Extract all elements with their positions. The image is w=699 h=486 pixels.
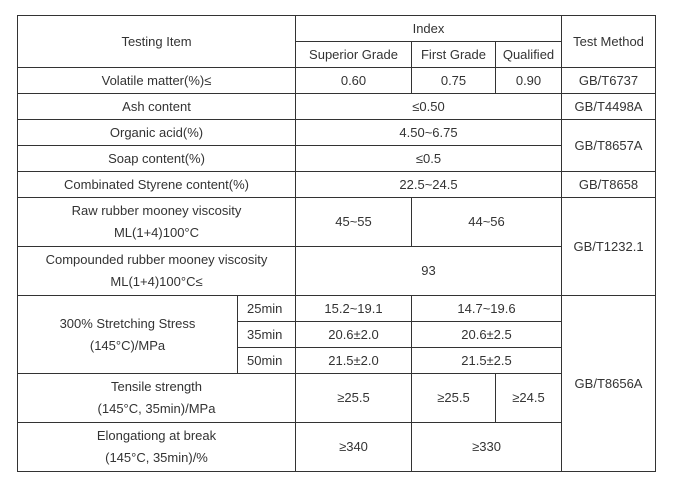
header-index: Index bbox=[296, 16, 562, 42]
organic-acid-item: Organic acid(%) bbox=[18, 120, 296, 146]
stretching-superior: 21.5±2.0 bbox=[296, 348, 412, 374]
raw-mooney-superior: 45~55 bbox=[296, 198, 412, 247]
styrene-value: 22.5~24.5 bbox=[296, 172, 562, 198]
elongation-superior: ≥340 bbox=[296, 423, 412, 472]
specification-table bbox=[17, 15, 656, 472]
tensile-item bbox=[18, 374, 296, 423]
styrene-item: Combinated Styrene content(%) bbox=[18, 172, 296, 198]
organic-acid-value: 4.50~6.75 bbox=[296, 120, 562, 146]
stretching-first: 20.6±2.5 bbox=[412, 322, 562, 348]
mooney-method: GB/T1232.1 bbox=[562, 198, 656, 296]
header-row bbox=[18, 16, 656, 42]
stretching-first: 14.7~19.6 bbox=[412, 296, 562, 322]
tensile-qualified: ≥24.5 bbox=[496, 374, 562, 423]
raw-mooney-first: 44~56 bbox=[412, 198, 562, 247]
table-row bbox=[18, 247, 656, 296]
table-row bbox=[18, 94, 656, 120]
ash-item: Ash content bbox=[18, 94, 296, 120]
table-row bbox=[18, 120, 656, 146]
organic-acid-method: GB/T8657A bbox=[562, 120, 656, 172]
compounded-mooney-item bbox=[18, 247, 296, 296]
volatile-qualified: 0.90 bbox=[496, 68, 562, 94]
header-test-method: Test Method bbox=[562, 16, 656, 68]
styrene-method: GB/T8658 bbox=[562, 172, 656, 198]
soap-value: ≤0.5 bbox=[296, 146, 562, 172]
volatile-superior: 0.60 bbox=[296, 68, 412, 94]
stretching-time: 50min bbox=[238, 348, 296, 374]
header-testing-item: Testing Item bbox=[18, 16, 296, 68]
ash-value: ≤0.50 bbox=[296, 94, 562, 120]
table-row bbox=[18, 296, 656, 322]
elongation-first: ≥330 bbox=[412, 423, 562, 472]
stretching-time: 25min bbox=[238, 296, 296, 322]
table-row bbox=[18, 172, 656, 198]
volatile-item: Volatile matter(%)≤ bbox=[18, 68, 296, 94]
volatile-first: 0.75 bbox=[412, 68, 496, 94]
tensile-superior: ≥25.5 bbox=[296, 374, 412, 423]
volatile-method: GB/T6737 bbox=[562, 68, 656, 94]
stretching-method: GB/T8656A bbox=[562, 296, 656, 472]
stretching-time: 35min bbox=[238, 322, 296, 348]
tensile-first: ≥25.5 bbox=[412, 374, 496, 423]
stretching-item bbox=[18, 296, 238, 374]
header-superior-grade: Superior Grade bbox=[296, 42, 412, 68]
compounded-mooney-value: 93 bbox=[296, 247, 562, 296]
tensile-item-line1: Tensile strength bbox=[110, 379, 203, 394]
table-row bbox=[18, 68, 656, 94]
table-row bbox=[18, 146, 656, 172]
raw-mooney-item-line1: Raw rubber mooney viscosity bbox=[71, 203, 242, 218]
compounded-mooney-item-line2: ML(1+4)100°C≤ bbox=[110, 274, 203, 289]
table-row bbox=[18, 423, 656, 472]
soap-item: Soap content(%) bbox=[18, 146, 296, 172]
elongation-item-line1: Elongationg at break bbox=[96, 428, 217, 443]
raw-mooney-item-line2: ML(1+4)100°C bbox=[113, 225, 200, 240]
table-row bbox=[18, 374, 656, 423]
elongation-item-line2: (145°C, 35min)/% bbox=[105, 450, 208, 465]
table-row bbox=[18, 198, 656, 247]
stretching-superior: 20.6±2.0 bbox=[296, 322, 412, 348]
ash-method: GB/T4498A bbox=[562, 94, 656, 120]
stretching-item-line2: (145°C)/MPa bbox=[89, 337, 166, 353]
stretching-first: 21.5±2.5 bbox=[412, 348, 562, 374]
compounded-mooney-item-line1: Compounded rubber mooney viscosity bbox=[45, 252, 268, 267]
stretching-superior: 15.2~19.1 bbox=[296, 296, 412, 322]
stretching-item-line1: 300% Stretching Stress bbox=[59, 315, 196, 331]
header-first-grade: First Grade bbox=[412, 42, 496, 68]
header-qualified: Qualified bbox=[496, 42, 562, 68]
tensile-item-line2: (145°C, 35min)/MPa bbox=[97, 401, 216, 416]
elongation-item bbox=[18, 423, 296, 472]
raw-mooney-item bbox=[18, 198, 296, 247]
